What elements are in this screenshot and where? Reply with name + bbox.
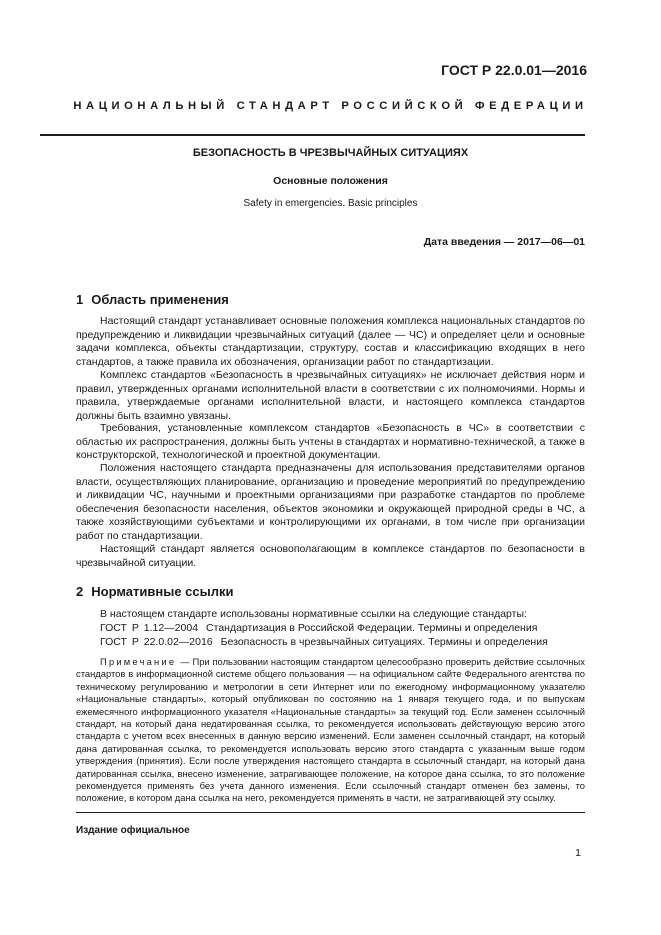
section-2-note [76, 656, 585, 805]
section-1-title: Область применения [91, 292, 229, 307]
reference-item [100, 622, 537, 634]
section-1-heading [76, 292, 229, 307]
note-label: Примечание [100, 656, 177, 667]
reference-title: Безопасность в чрезвычайных ситуациях. Термины и определения [220, 636, 548, 648]
header-divider [40, 134, 585, 136]
section-2-heading [76, 584, 233, 599]
footer-divider [76, 812, 585, 813]
document-title: БЕЗОПАСНОСТЬ В ЧРЕЗВЫЧАЙНЫХ СИТУАЦИЯХ [192, 147, 469, 159]
page-number: 1 [575, 847, 581, 859]
note-text: — При пользовании настоящим стандартом целесообразно проверить действие ссылочных стандартов в информационной системе общего пользования — на официальном сайте Федерального агентства по техническому регулированию и метрологии в сети Интернет или по ежегодному информационному указателю «Национальные стандарты», который опубликован по состоянию на 1 января текущего года, и по выпускам ежемесячного информационного указателя «Национальные стандарты» за текущий год. Если заменен ссылочный стандарт, на который дана недатированная ссылка, то рекомендуется использовать действующую версию этого стандарта с учетом всех внесенных в данную версию изменений. Если заменен ссылочный стандарт, на который дана датированная ссылка, то рекомендуется использовать версию этого стандарта с указанным выше годом утверждения (принятия). Если после утверждения настоящего стандарта в ссылочный стандарт, на который дана датированная ссылка, внесено изменение, затрагивающее положение, на которое дана ссылка, то это положение рекомендуется применять без учета данного изменения. Если ссылочный стандарт отменен без замены, то положение, в котором дана ссылка на него, рекомендуется применять в части, не затрагивающей эту ссылку. [76, 656, 585, 804]
reference-item [100, 636, 548, 648]
national-standard-banner: НАЦИОНАЛЬНЫЙ СТАНДАРТ РОССИЙСКОЙ ФЕДЕРАЦИИ [73, 100, 588, 112]
section-1-number: 1 [76, 292, 84, 307]
section-1-paragraph-5: Настоящий стандарт является основополагающим в комплексе стандартов по безопасности в чрезвычайной ситуации. [76, 543, 585, 569]
document-code: ГОСТ Р 22.0.01—2016 [441, 62, 587, 78]
section-1-paragraph-1: Настоящий стандарт устанавливает основные положения комплекса национальных стандартов по предупреждению и ликвидации чрезвычайных ситуаций (далее — ЧС) и определяет цели и основные задачи комплекса, объекты стандартизации, структуру, состав и классификацию входящих в него стандартов, а также правила их обозначения, организации работ по стандартизации. [76, 315, 585, 368]
section-2-number: 2 [76, 584, 84, 599]
edition-label: Издание официальное [76, 825, 190, 836]
reference-title: Стандартизация в Российской Федерации. Термины и определения [206, 622, 538, 634]
introduction-date: Дата введения — 2017—06—01 [423, 236, 585, 248]
reference-code: ГОСТ Р 1.12—2004 [100, 622, 199, 634]
section-2-intro: В настоящем стандарте использованы нормативные ссылки на следующие стандарты: [100, 608, 527, 620]
section-1-paragraph-3: Требования, установленные комплексом стандартов «Безопасность в ЧС» в соответствии с областью их распространения, должны быть учтены в стандартах и нормативно-технической, а также в конструкторской, технологической и проектной документации. [76, 422, 585, 462]
document-title-english: Safety in emergencies. Basic principles [243, 198, 418, 209]
section-1-paragraph-4: Положения настоящего стандарта предназначены для использования представителями органов власти, осуществляющих планирование, организацию и проведение мероприятий по предупреждению и ликвидации ЧС, научными и проектными организациями при разработке стандартов по проблеме обеспечения безопасности населения, объектов экономики и окружающей природной среды в ЧС, а также хозяйствующими субъектами и контролирующими их органами, в том числе при организации работ по стандартизации. [76, 462, 585, 542]
section-2-title: Нормативные ссылки [91, 584, 234, 599]
section-1-paragraph-2: Комплекс стандартов «Безопасность в чрезвычайных ситуациях» не исключает действия норм и правил, утвержденных органами исполнительной власти в соответствии с их полномочиями. Нормы и правила, утверждаемые органами исполнительной власти, и настоящего комплекса стандартов должны быть взаимно увязаны. [76, 369, 585, 422]
reference-code: ГОСТ Р 22.0.02—2016 [100, 636, 213, 648]
document-subtitle: Основные положения [273, 175, 388, 187]
